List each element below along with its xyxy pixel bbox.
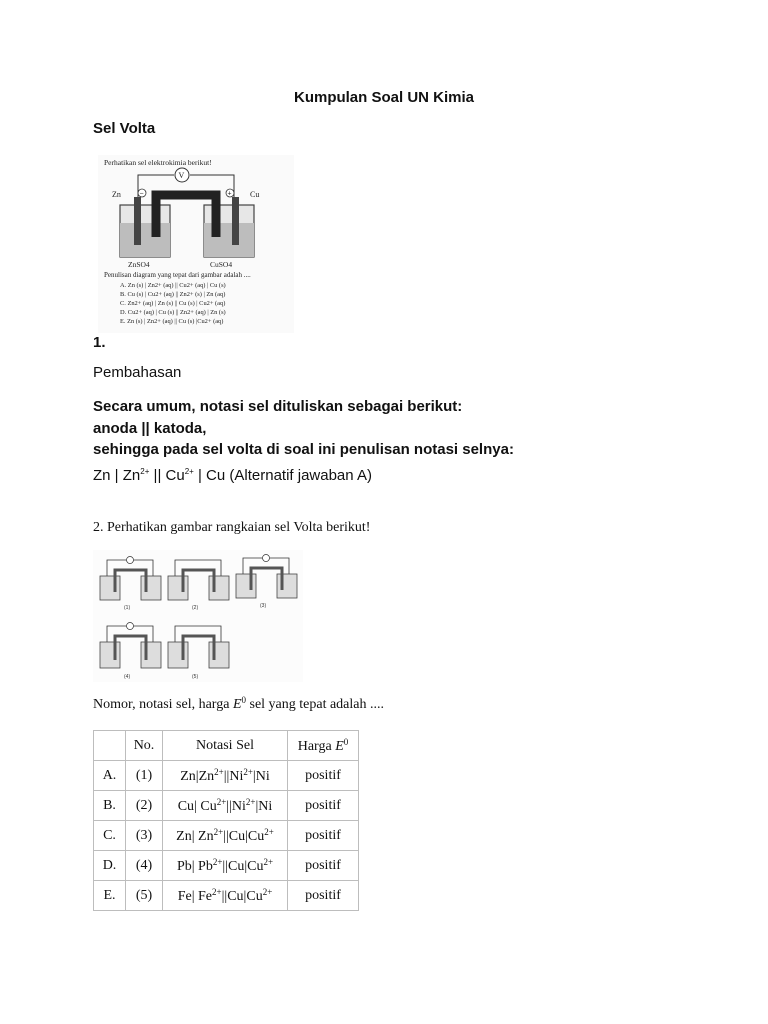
figure1-caption: Perhatikan sel elektrokimia berikut! bbox=[104, 158, 212, 167]
table-row bbox=[94, 821, 359, 851]
row-notasi: Pb| $Pb^{2+}||Cu|Cu^{2+}$ bbox=[163, 851, 288, 881]
zinc-electrode bbox=[134, 197, 141, 245]
row-harga: positif bbox=[288, 761, 359, 791]
row-no: (1) bbox=[126, 761, 163, 791]
question-2-prompt: 2. Perhatikan gambar rangkaian sel Volta berikut! bbox=[93, 520, 371, 535]
explanation-answer: Zn | $Zn^{2+}$ || $Cu^{2+}$ | Cu (Alternatif jawaban A) bbox=[93, 466, 372, 484]
table-row bbox=[94, 791, 359, 821]
row-harga: positif bbox=[288, 791, 359, 821]
table-header-row bbox=[94, 731, 359, 761]
figure1-option-a: A. Zn (s) | Zn2+ (aq) || Cu2+ (aq) | Cu (s) bbox=[120, 282, 226, 289]
circuit-1-label: (1) bbox=[124, 605, 131, 611]
explanation-line-3: sehingga pada sel volta di soal ini penulisan notasi selnya: bbox=[93, 441, 514, 458]
table-row bbox=[94, 881, 359, 911]
svg-text:−: − bbox=[139, 190, 144, 198]
question-2-text: Nomor, notasi sel, harga $E^0$ sel yang tepat adalah .... bbox=[93, 695, 385, 712]
row-notasi: $Zn|Zn^{2+}||Ni^{2+}|Ni$ bbox=[163, 761, 288, 791]
left-electrode-label: Zn bbox=[112, 190, 121, 199]
figure-five-circuits bbox=[93, 550, 303, 682]
figure1-option-b: B. Cu (s) | Cu2+ (aq) || Zn2+ (s) | Zn (aq) bbox=[120, 291, 226, 298]
left-solution-label: ZnSO4 bbox=[128, 260, 150, 269]
table-header-notasi: Notasi Sel bbox=[163, 731, 288, 761]
row-letter: B. bbox=[94, 791, 126, 821]
right-solution-label: CuSO4 bbox=[210, 260, 233, 269]
row-notasi: Zn| $Zn^{2+}||Cu|Cu^{2+}$ bbox=[163, 821, 288, 851]
svg-text:+: + bbox=[227, 190, 232, 198]
row-letter: E. bbox=[94, 881, 126, 911]
right-electrode-label: Cu bbox=[250, 190, 260, 199]
circuit-3-label: (3) bbox=[260, 603, 267, 609]
row-no: (5) bbox=[126, 881, 163, 911]
row-notasi: Cu| $Cu^{2+}||Ni^{2+}|Ni$ bbox=[163, 791, 288, 821]
table-header-harga: Harga $E^0$ bbox=[288, 731, 359, 761]
row-letter: C. bbox=[94, 821, 126, 851]
circuit-4-label: (4) bbox=[124, 674, 131, 680]
figure1-option-d: D. Cu2+ (aq) | Cu (s) || Zn2+ (aq) | Zn (s) bbox=[120, 309, 226, 316]
table-header-no: No. bbox=[126, 731, 163, 761]
row-no: (2) bbox=[126, 791, 163, 821]
circuit-2-label: (2) bbox=[192, 605, 199, 611]
row-letter: A. bbox=[94, 761, 126, 791]
row-harga: positif bbox=[288, 821, 359, 851]
figure-voltaic-cell bbox=[98, 155, 294, 333]
row-notasi: Fe| $Fe^{2+}||Cu|Cu^{2+}$ bbox=[163, 881, 288, 911]
figure1-question: Penulisan diagram yang tepat dari gambar adalah .... bbox=[104, 271, 251, 279]
row-no: (3) bbox=[126, 821, 163, 851]
table-row bbox=[94, 851, 359, 881]
row-letter: D. bbox=[94, 851, 126, 881]
row-harga: positif bbox=[288, 881, 359, 911]
page-title: Kumpulan Soal UN Kimia bbox=[293, 89, 475, 106]
figure1-option-c: C. Zn2+ (aq) | Zn (s) || Cu (s) | Cu2+ (aq) bbox=[120, 300, 226, 307]
row-harga: positif bbox=[288, 851, 359, 881]
table-header-blank bbox=[94, 731, 126, 761]
pembahasan-heading: Pembahasan bbox=[93, 364, 182, 381]
explanation bbox=[93, 396, 514, 486]
answer-table bbox=[93, 730, 359, 911]
question-number-1: 1. bbox=[93, 334, 106, 351]
copper-electrode bbox=[232, 197, 239, 245]
figure1-option-e: E. Zn (s) | Zn2+ (aq) || Cu (s) |Cu2+ (aq) bbox=[120, 318, 224, 325]
section-title: Sel Volta bbox=[93, 120, 156, 137]
explanation-line-1: Secara umum, notasi sel dituliskan sebagai berikut: bbox=[93, 398, 463, 415]
table-row bbox=[94, 761, 359, 791]
explanation-line-2: anoda || katoda, bbox=[93, 419, 207, 437]
row-no: (4) bbox=[126, 851, 163, 881]
circuit-5-label: (5) bbox=[192, 674, 199, 680]
voltmeter-label: V bbox=[178, 171, 185, 180]
